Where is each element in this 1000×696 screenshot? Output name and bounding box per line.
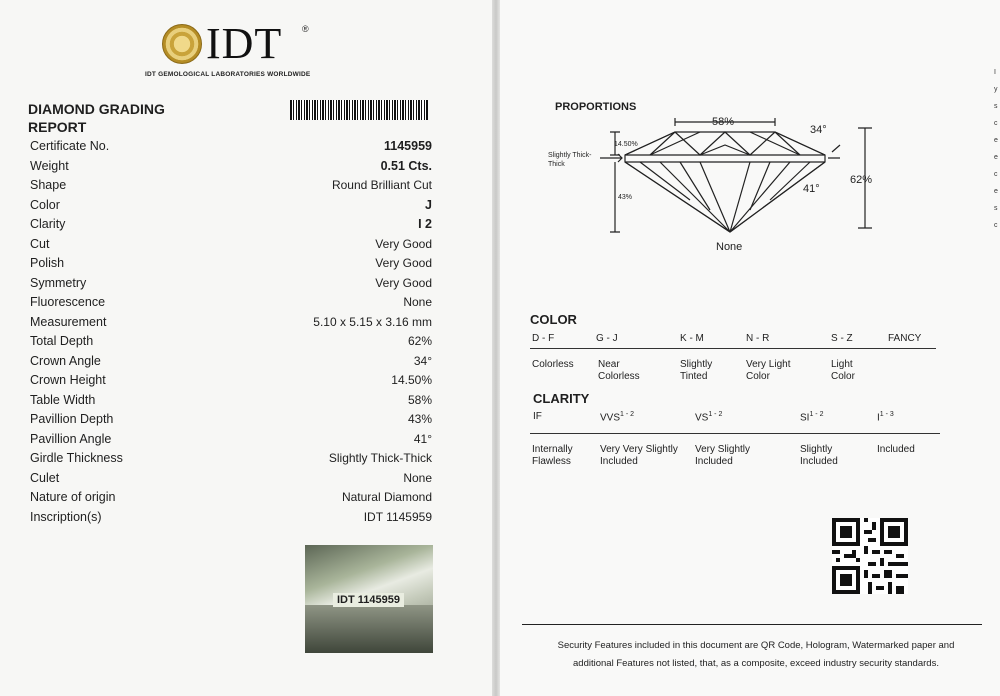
clarity-grade-range: 1 - 2 [620, 411, 635, 418]
detail-label: Crown Angle [30, 353, 101, 368]
detail-row [30, 490, 432, 509]
inscription-photo [305, 545, 433, 653]
clarity-grade [533, 411, 542, 422]
clarity-title: CLARITY [533, 391, 590, 406]
detail-row [30, 393, 432, 412]
clarity-grade-range: 1 - 3 [879, 411, 894, 418]
proportions-title: PROPORTIONS [555, 101, 637, 113]
detail-label: Cut [30, 236, 50, 251]
detail-value: Very Good [375, 256, 432, 270]
clarity-desc-2: Very Very Slightly Included [600, 444, 678, 467]
clarity-desc-5: Included [877, 444, 915, 455]
detail-row [30, 510, 432, 529]
detail-label: Table Width [30, 392, 96, 407]
detail-value: 62% [407, 334, 432, 348]
detail-value: J [425, 197, 432, 212]
detail-label: Culet [30, 470, 60, 485]
detail-label: Total Depth [30, 334, 94, 348]
seal-icon [162, 24, 202, 64]
detail-label: Shape [30, 178, 67, 192]
detail-row [30, 276, 432, 295]
detail-label: Polish [30, 256, 65, 270]
detail-label: Crown Height [30, 373, 106, 387]
color-grade-2: G - J [596, 333, 618, 344]
clarity-grade [695, 411, 722, 423]
detail-row [30, 198, 432, 217]
detail-row [30, 256, 432, 275]
photo-shadow [305, 605, 433, 653]
color-desc-4: Very Light Color [746, 359, 791, 382]
footer-divider [522, 624, 982, 625]
inscription-photo-text: IDT 1145959 [333, 593, 404, 607]
detail-row [30, 354, 432, 373]
crown-height-percent: 14.50% [614, 141, 638, 148]
detail-row [30, 139, 432, 158]
color-desc-1: Colorless [532, 359, 574, 370]
color-desc-3: Slightly Tinted [680, 359, 713, 382]
table-percent: 58% [712, 116, 735, 128]
color-divider [530, 348, 936, 349]
detail-value: 0.51 Cts. [380, 158, 432, 173]
side-edge-text: I y s c e e c e s c [994, 69, 998, 229]
detail-label: Nature of origin [30, 490, 116, 504]
clarity-desc-3: Very Slightly Included [695, 444, 751, 467]
clarity-grade [877, 411, 894, 423]
detail-row [30, 178, 432, 197]
clarity-grade-base: SI [800, 412, 810, 424]
footer-line-2: additional Features not listed, that, as a composite, exceed industry security standards. [573, 658, 939, 669]
clarity-grade [600, 411, 634, 423]
detail-value: Very Good [375, 275, 432, 290]
diamond-diagram [540, 110, 880, 250]
detail-row [30, 237, 432, 256]
logo-subtitle: IDT GEMOLOGICAL LABORATORIES WORLDWIDE [145, 71, 311, 78]
detail-value: Very Good [375, 236, 432, 251]
detail-label: Weight [30, 158, 69, 173]
qr-code [832, 518, 908, 594]
culet-label: None [716, 241, 743, 253]
color-grade-3: K - M [680, 333, 704, 344]
detail-row [30, 217, 432, 236]
clarity-grade-range: 1 - 2 [809, 411, 824, 418]
detail-value: IDT 1145959 [363, 509, 432, 524]
color-grade-6: FANCY [888, 333, 922, 344]
detail-value: None [403, 295, 432, 309]
detail-value: Natural Diamond [341, 490, 432, 504]
color-grade-5: S - Z [831, 333, 853, 344]
color-desc-5: Light Color [831, 359, 855, 382]
detail-value: I 2 [418, 217, 432, 231]
detail-row [30, 373, 432, 392]
report-title: DIAMOND GRADING REPORT [28, 101, 165, 135]
clarity-desc-1: Internally Flawless [532, 444, 573, 467]
pavilion-depth-percent: 43% [618, 194, 633, 201]
detail-value: None [403, 470, 432, 485]
girdle-label: Slightly Thick-Thick [548, 152, 592, 168]
color-desc-2: Near Colorless [598, 359, 640, 382]
detail-value: Round Brilliant Cut [331, 178, 432, 192]
detail-label: Color [30, 197, 60, 212]
detail-row [30, 315, 432, 334]
crown-angle: 34° [810, 124, 827, 136]
clarity-grade [800, 411, 823, 423]
detail-label: Fluorescence [30, 295, 106, 309]
pavilion-angle: 41° [803, 183, 820, 195]
detail-label: Clarity [30, 217, 66, 231]
detail-label: Pavillion Angle [30, 431, 112, 446]
clarity-grade-base: VVS [600, 412, 621, 424]
color-grade-1: D - F [532, 333, 555, 344]
footer-line-1: Security Features included in this document are QR Code, Hologram, Watermarked paper and [557, 640, 955, 651]
color-grade-4: N - R [746, 333, 770, 344]
detail-label: Symmetry [30, 275, 87, 290]
logo-word: IDT [206, 19, 283, 68]
detail-label: Measurement [30, 314, 107, 329]
registered-mark: ® [302, 24, 309, 34]
detail-row [30, 295, 432, 314]
detail-value: 58% [407, 392, 432, 407]
detail-label: Certificate No. [30, 139, 110, 153]
detail-label: Girdle Thickness [30, 451, 123, 465]
detail-row [30, 432, 432, 451]
detail-row [30, 412, 432, 431]
clarity-grade-range: 1 - 2 [708, 411, 723, 418]
detail-label: Pavillion Depth [30, 412, 114, 426]
color-title: COLOR [530, 312, 577, 327]
detail-value: 43% [407, 412, 432, 426]
clarity-grade-base: I [877, 412, 880, 424]
detail-row [30, 334, 432, 353]
detail-value: 5.10 x 5.15 x 3.16 mm [313, 314, 432, 329]
clarity-desc-4: Slightly Included [800, 444, 838, 467]
detail-value: Slightly Thick-Thick [328, 451, 432, 465]
clarity-grade-base: VS [695, 412, 709, 424]
clarity-grade-base: IF [533, 411, 542, 422]
detail-row [30, 471, 432, 490]
page-fold [492, 0, 500, 696]
barcode [290, 100, 428, 120]
total-depth-percent: 62% [850, 174, 873, 186]
clarity-divider [530, 433, 940, 434]
detail-value: 14.50% [391, 373, 432, 387]
detail-label: Inscription(s) [30, 509, 102, 524]
detail-value: 1145959 [384, 139, 432, 153]
detail-value: 34° [413, 353, 432, 368]
detail-row [30, 159, 432, 178]
detail-value: 41° [413, 431, 432, 446]
detail-row [30, 451, 432, 470]
